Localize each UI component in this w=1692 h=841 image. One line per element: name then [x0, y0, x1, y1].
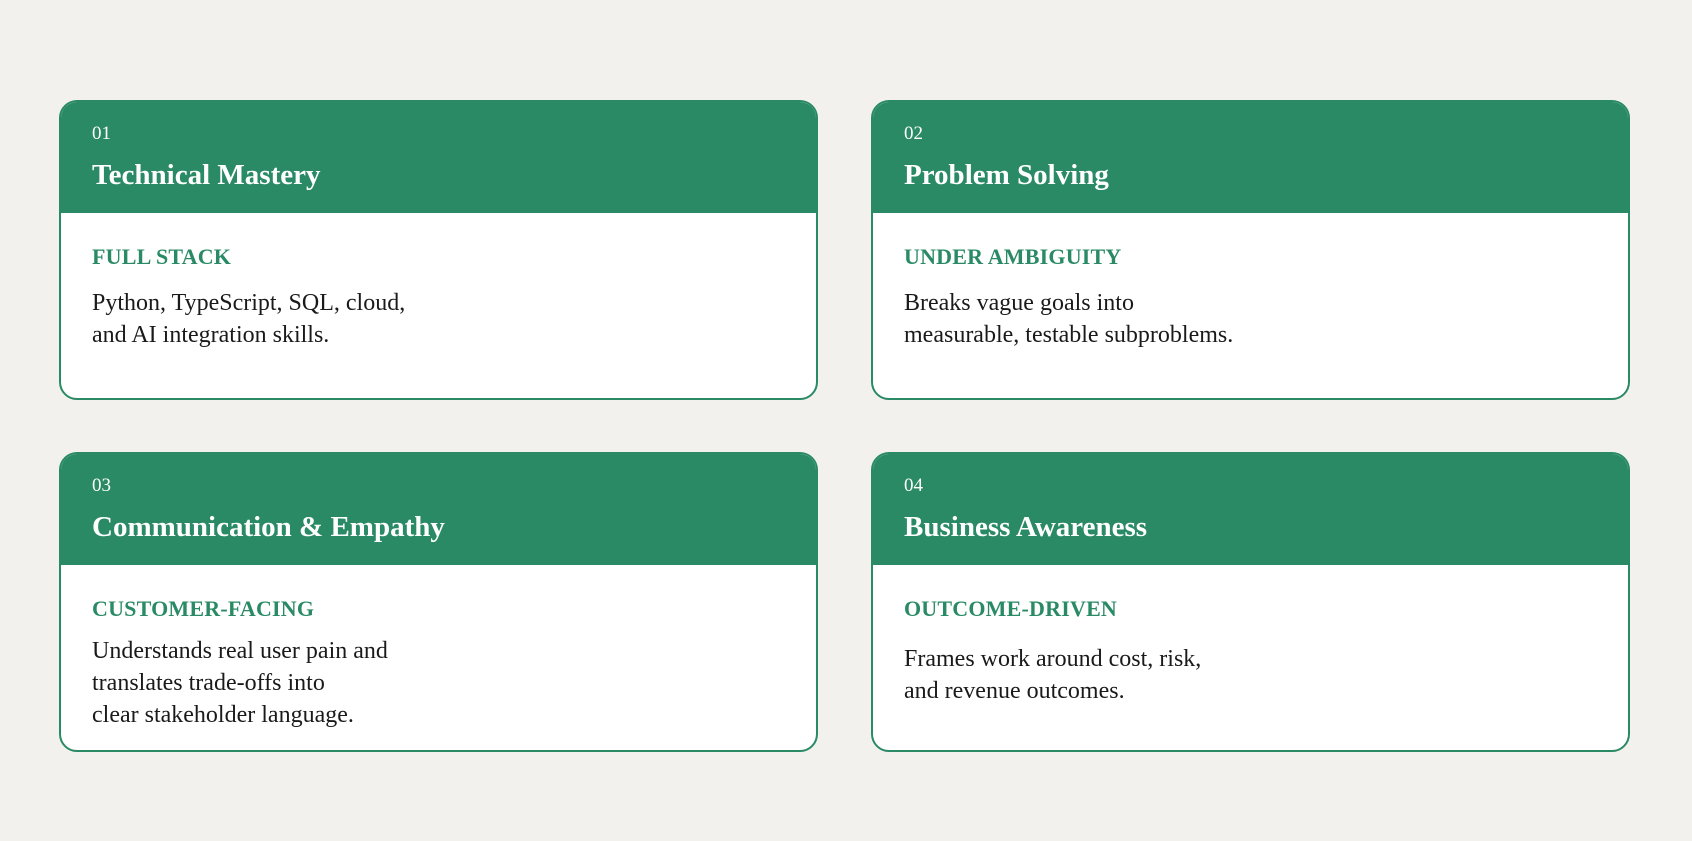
card-body — [61, 213, 816, 351]
card-number: 04 — [904, 475, 923, 496]
card-description: Breaks vague goals into measurable, testable subproblems. — [904, 290, 1234, 348]
card-body — [61, 565, 816, 731]
card-number: 02 — [904, 123, 923, 144]
card-problem-solving — [871, 100, 1630, 400]
card-header — [873, 454, 1628, 565]
card-kicker: CUSTOMER-FACING — [92, 596, 315, 621]
card-body — [873, 213, 1628, 351]
card-header — [873, 102, 1628, 213]
card-title: Technical Mastery — [92, 159, 321, 191]
card-description: Python, TypeScript, SQL, cloud, and AI integration skills. — [92, 290, 406, 348]
card-title: Business Awareness — [904, 511, 1148, 543]
card-kicker: OUTCOME-DRIVEN — [904, 596, 1118, 621]
card-communication-empathy — [59, 452, 818, 752]
card-header — [61, 454, 816, 565]
card-body — [873, 565, 1628, 707]
card-title: Communication & Empathy — [92, 511, 445, 543]
card-title: Problem Solving — [904, 159, 1109, 191]
card-kicker: UNDER AMBIGUITY — [904, 244, 1122, 269]
card-number: 03 — [92, 475, 111, 496]
card-description: Understands real user pain and translates trade-offs into clear stakeholder language. — [92, 638, 388, 728]
card-description: Frames work around cost, risk, and revenue outcomes. — [904, 646, 1202, 704]
card-business-awareness — [871, 452, 1630, 752]
card-header — [61, 102, 816, 213]
card-technical-mastery — [59, 100, 818, 400]
card-kicker: FULL STACK — [92, 244, 232, 269]
card-number: 01 — [92, 123, 111, 144]
